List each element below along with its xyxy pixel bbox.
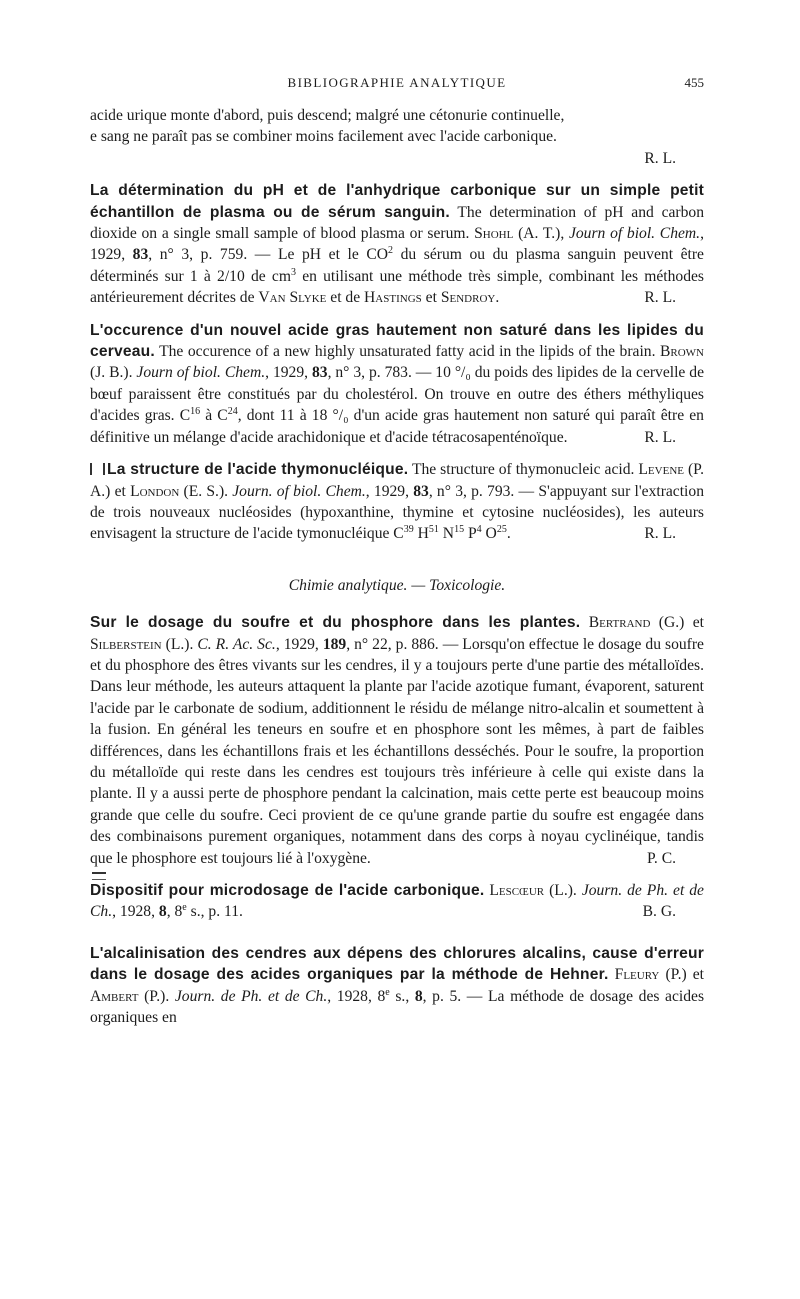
section-heading: Chimie analytique. — Toxicologie. [288, 576, 506, 594]
continuation-paragraph [90, 105, 704, 169]
abstract-ph-carbon-dioxide [90, 180, 704, 308]
abstract-body: La détermination du pH et de l'anhydrique carbonique sur un simple petit échantillon de plasma ou de sérum sanguin. The determination of pH and carbon dioxide on a single small sample of blood plasma or serum. Shohl (A. T.), Journ of biol. Chem., 1929, 83, n° 3, p. 759. — Le pH et le $CO^2$ du sérum ou du plasma sanguin peuvent être déterminés sur 1 à 2/10 de $cm^3$ en utilisant une méthode très simple, combinant les méthodes antérieurement décrites de Van Slyke et de Hastings et Sendroy. R. L. [90, 180, 704, 308]
continuation-signature: R. L. [644, 149, 676, 167]
journal-name: Journ of biol. Chem. [136, 364, 266, 382]
volume-number: 8 [414, 987, 423, 1005]
author-name: London [130, 482, 180, 500]
abstract-body: L'alcalinisation des cendres aux dépens des chlorures alcalins, cause d'erreur dans le dosage des acides organiques par la méthode de Hehner. Fleury (P.) et Ambert (P.). Journ. de Ph. et de Ch., 1928, 8e s., 8, p. 5. — La méthode de dosage des acides organiques en [90, 944, 705, 1027]
author-name: Levene [638, 461, 684, 479]
journal-name: Journ. de Ph. et de Ch. [174, 987, 328, 1005]
abstract-ash-alkalinization [90, 943, 704, 1029]
abstract-body: Sur le dosage du soufre et du phosphore dans les plantes. Bertrand (G.) et Silberstein (L.). C. R. Ac. Sc., 1929, 189, n° 22, p. 886. — Lorsqu'on effectue le dosage du soufre et du phosphore des êtres vivants sur les cendres, il y a toujours perte d'une partie des métalloïdes. Dans leur méthode, les auteurs attaquent la plante par l'acide azotique fumant, évaporent, saturent l'acide par le carbonate de sodium, additionnent le résidu de mélange nitro-alcalin et soumettent à la fusion. En général les teneurs en soufre et en phosphore sont les mêmes, à part de faibles différences, dans les échantillons frais et les échantillons desséchés. Pour le soufre, la proportion du métalloïde qui reste dans les cendres est toujours très inférieure à celle qui existe dans la plante. Il y a aussi perte de phosphore pendant la calcination, mais cette perte est beaucoup moins grande que celle du soufre. Ceci provient de ce qu'une grande partie du soufre est engagée dans des combinaisons purement organiques, notamment dans des corps à noyau cyclinéique, tandis que le phosphore est toujours lié à l'oxygène. P. C. [90, 612, 704, 869]
abstract-title: La structure de l'acide thymonucléique. [107, 461, 409, 479]
continuation-line-1: acide urique monte d'abord, puis descend; malgré une cétonurie continuelle, [90, 107, 565, 124]
volume-number: 83 [413, 482, 429, 500]
author-name: Fleury [614, 966, 660, 984]
abstract-sulfur-phosphorus-plants [90, 612, 704, 869]
journal-page [90, 70, 704, 1028]
author-name: Ambert [90, 987, 139, 1005]
abstract-unsaturated-fatty-acid [90, 320, 704, 448]
margin-mark-icon [90, 463, 105, 475]
abstract-signature: R. L. [644, 289, 676, 307]
abstract-body: L'occurence d'un nouvel acide gras hautement non saturé dans les lipides du cerveau. The occurence of a new highly unsaturated fatty acid in the lipids of the brain. Brown (J. B.). Journ of biol. Chem., 1929, 83, n° 3, p. 783. — 10 °/₀ du poids des lipides de la cervelle de bœuf paraissent être constitués par du cholestérol. On trouve en outre des éthers méthyliques d'acides gras. $C^{16}$ à $C^{24}$, dont 11 à 18 °/₀ d'un acide gras hautement non saturé qui paraît être en définitive un mélange d'acide arachidonique et d'acide tétracosapenténoïque. R. L. [90, 320, 704, 448]
abstract-title: La détermination du pH et de l'anhydrique carbonique sur un simple petit échantillon de plasma ou de sérum sanguin. [90, 182, 704, 221]
abstract-signature: R. L. [644, 428, 676, 446]
abstract-title: Sur le dosage du soufre et du phosphore dans les plantes. [90, 614, 581, 632]
journal-name: Journ of biol. Chem. [568, 225, 701, 243]
abstract-body: Dispositif pour microdosage de l'acide carbonique. Lescœur (L.). Journ. de Ph. et de Ch., 1928, 8, 8e s., p. 11. B. G. [90, 880, 704, 923]
abstract-signature: R. L. [644, 525, 676, 543]
journal-name: Journ. of biol. Chem. [232, 482, 366, 500]
author-name: Shohl [474, 225, 514, 243]
abstract-carbonic-acid-microdosage [90, 880, 704, 923]
author-name: Silberstein [90, 635, 162, 653]
author-name: Sendroy [440, 289, 496, 307]
abstract-signature: B. G. [642, 903, 676, 921]
page-header [90, 70, 704, 94]
abstract-title: L'occurence d'un nouvel acide gras hautement non saturé dans les lipides du cerveau. [90, 321, 704, 361]
abstract-title: L'alcalinisation des cendres aux dépens des chlorures alcalins, cause d'erreur dans le dosage des acides organiques par la méthode de Hehner. [90, 944, 704, 984]
volume-number: 189 [322, 635, 347, 653]
running-title: BIBLIOGRAPHIE ANALYTIQUE [287, 75, 507, 90]
author-name: Lescœur [489, 882, 545, 899]
abstract-title: Dispositif pour microdosage de l'acide carbonique. [90, 882, 485, 899]
volume-number: 8 [158, 903, 167, 921]
page-number: 455 [684, 75, 704, 90]
abstract-signature: P. C. [646, 849, 676, 867]
abstract-body: La structure de l'acide thymonucléique. The structure of thymonucleic acid. Levene (P. A.) et London (E. S.). Journ. of biol. Chem., 1929, 83, n° 3, p. 793. — S'appuyant sur l'extraction de trois nouveaux nucléosides (hypoxanthine, thymine et cytosine nucléosides), les auteurs envisagent la structure de l'acide tymonucléique $C^{39}$ $H^{51}$ $N^{15}$ $P^4$ $O^{25}$. R. L. [90, 459, 704, 545]
volume-number: 83 [132, 246, 149, 264]
abstract-thymonucleic-acid [90, 459, 704, 545]
volume-number: 83 [311, 364, 328, 382]
continuation-line-2: e sang ne paraît pas se combiner moins facilement avec l'acide carbonique. [90, 128, 557, 146]
author-name: Van Slyke [258, 289, 327, 307]
margin-mark-icon [92, 872, 106, 880]
journal-name: C. R. Ac. Sc. [197, 635, 276, 653]
author-name: Bertrand [588, 614, 651, 632]
journal-name: Journ. de Ph. et de Ch. [90, 882, 704, 921]
author-name: Brown [659, 343, 704, 361]
author-name: Hastings [364, 289, 422, 307]
